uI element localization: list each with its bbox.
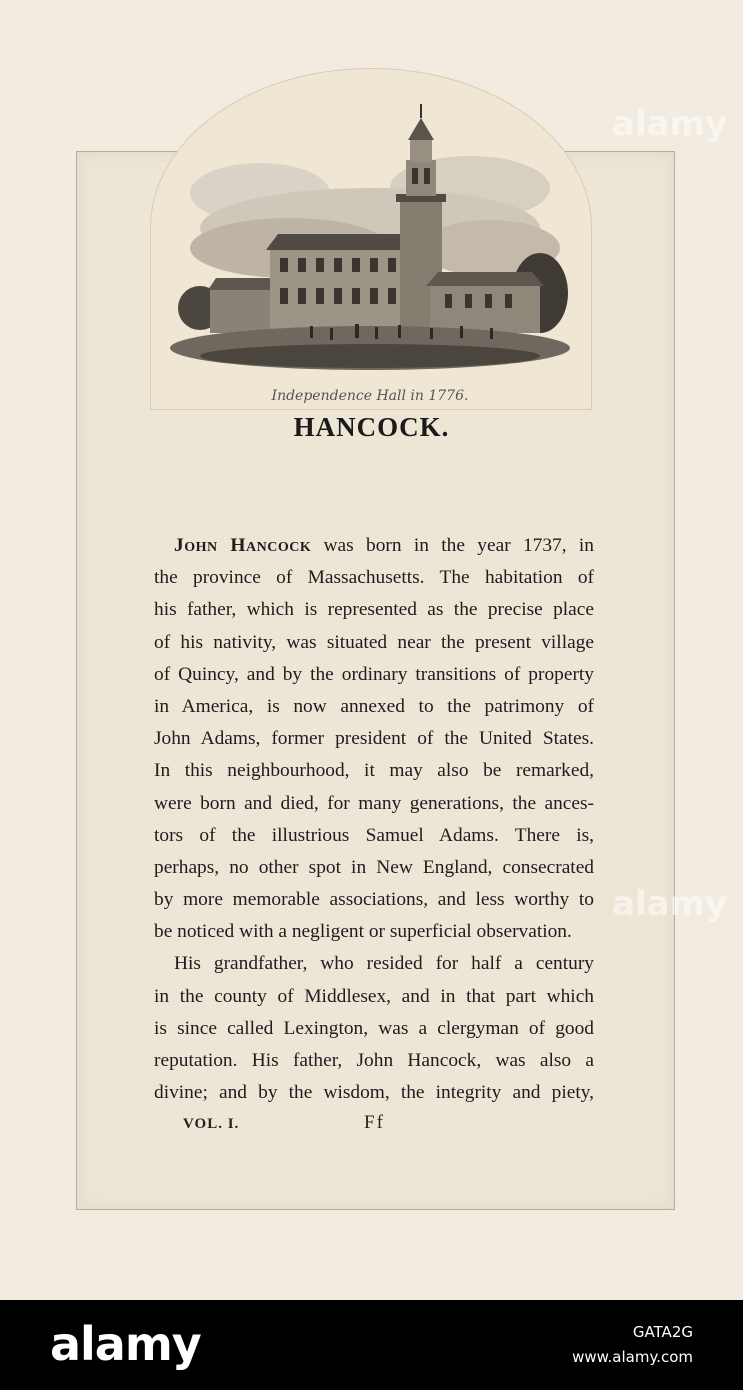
text-line <box>154 530 594 562</box>
text-line: in America, is now annexed to the patrimony of <box>154 695 594 717</box>
text-line: the province of Massachusetts. The habitation of <box>154 567 594 589</box>
text-line: divine; and by the wisdom, the integrity and piety, <box>154 1082 594 1104</box>
body-text <box>154 530 594 1109</box>
site-url-link[interactable]: www.alamy.com <box>572 1348 693 1366</box>
text-line-rest: was born in the year 1737, in <box>311 535 594 556</box>
page-title: HANCOCK. <box>293 412 450 442</box>
text-line: tors of the illustrious Samuel Adams. There is, <box>154 824 594 846</box>
text-line: His grandfather, who resided for half a century <box>174 953 594 975</box>
independence-hall-engraving <box>170 98 570 408</box>
engraving-vignette <box>150 68 590 408</box>
alamy-logo[interactable]: alamy <box>50 1317 201 1371</box>
volume-mark: VOL. I. <box>183 1116 240 1132</box>
text-line: John Adams, former president of the United States. <box>154 728 594 750</box>
engraving-caption: Independence Hall in 1776. <box>271 388 469 404</box>
text-line: were born and died, for many generations, the ances- <box>154 792 594 814</box>
name-smallcaps: John Hancock <box>174 535 312 556</box>
watermark-mid: alamy <box>612 884 728 924</box>
text-line: by more memorable associations, and less worthy to <box>154 889 594 911</box>
text-line: reputation. His father, John Hancock, was also a <box>154 1050 594 1071</box>
text-line: of his nativity, was situated near the present village <box>154 631 594 653</box>
text-line: of Quincy, and by the ordinary transitions of property <box>154 663 594 685</box>
text-line: his father, which is represented as the precise place <box>154 599 594 621</box>
text-line: perhaps, no other spot in New England, consecrated <box>154 856 594 878</box>
text-line: in the county of Middlesex, and in that part which <box>154 985 594 1007</box>
text-line: In this neighbourhood, it may also be remarked, <box>154 760 594 782</box>
image-id: GATA2G <box>632 1323 693 1341</box>
text-line: be noticed with a negligent or superficial observation. <box>154 921 572 943</box>
text-line: is since called Lexington, was a clergyman of good <box>154 1017 594 1039</box>
signature-mark: Ff <box>364 1112 385 1133</box>
watermark-top: alamy <box>612 104 728 144</box>
